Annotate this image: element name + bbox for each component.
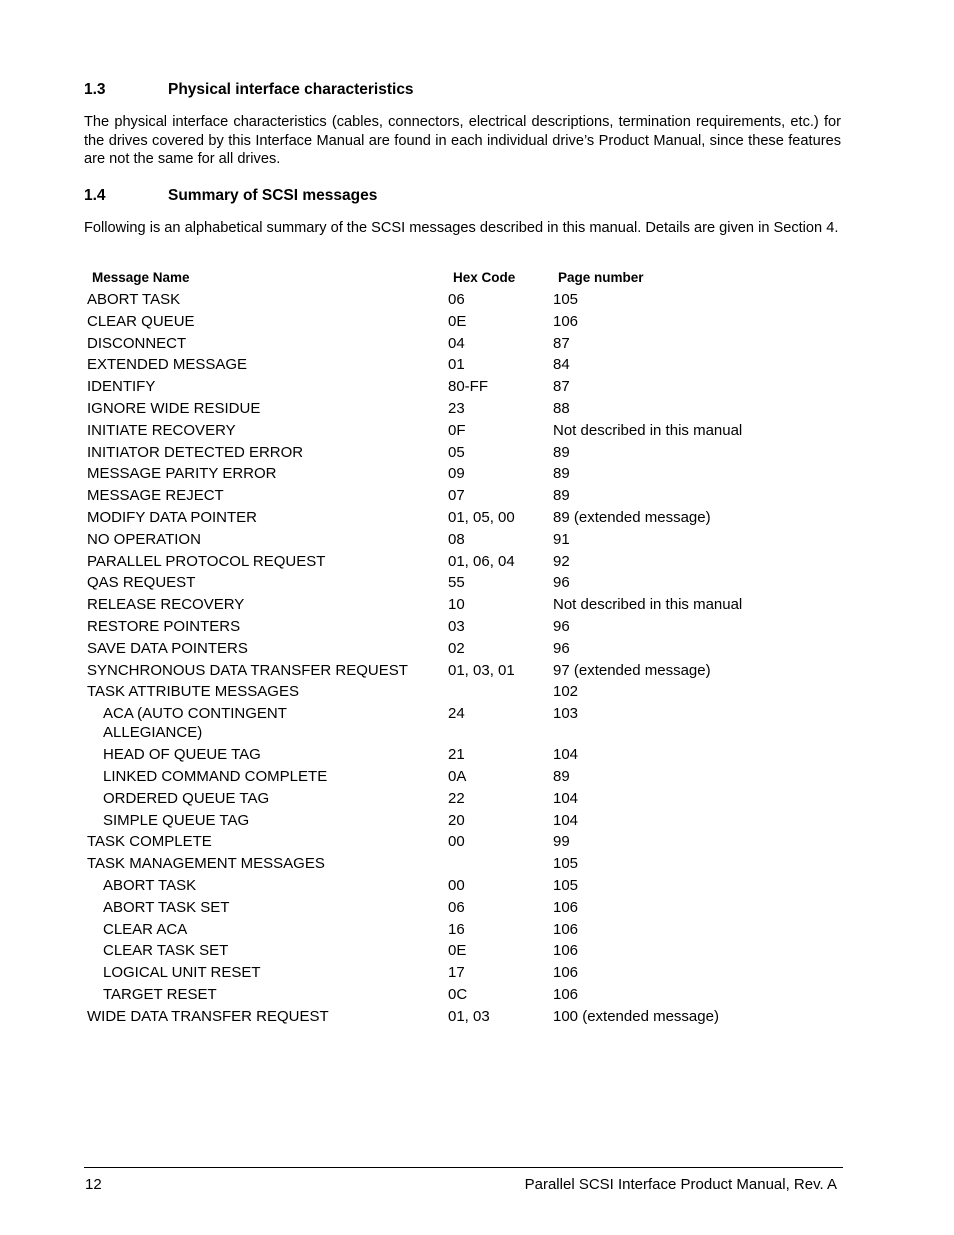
page-number-cell: 92 [553, 552, 570, 570]
page-number-cell: 89 [553, 487, 570, 505]
scsi-messages-table [87, 268, 847, 1029]
footer-divider [84, 1167, 843, 1168]
table-row [87, 745, 847, 767]
hex-code-cell: 22 [448, 789, 465, 807]
hex-code-cell: 05 [448, 443, 465, 461]
message-name-cell: CLEAR QUEUE [87, 312, 195, 330]
message-name-cell: TARGET RESET [103, 985, 217, 1003]
hex-code-cell: 01, 06, 04 [448, 552, 515, 570]
message-name-cell: PARALLEL PROTOCOL REQUEST [87, 552, 326, 570]
footer-page-number: 12 [85, 1176, 102, 1193]
message-name-cell: CLEAR TASK SET [103, 942, 229, 960]
table-row [87, 595, 847, 617]
hex-code-cell: 16 [448, 920, 465, 938]
table-row [87, 573, 847, 595]
message-name-cell: DISCONNECT [87, 334, 187, 352]
footer-document-title: Parallel SCSI Interface Product Manual, Rev. A [524, 1176, 837, 1193]
table-row [87, 704, 847, 745]
page-number-cell: 87 [553, 334, 570, 352]
message-name-cell: SIMPLE QUEUE TAG [103, 811, 250, 829]
hex-code-cell: 02 [448, 639, 465, 657]
message-name-cell: ABORT TASK [87, 291, 181, 308]
table-row [87, 963, 847, 985]
message-name-cell: MESSAGE REJECT [87, 487, 224, 505]
message-name-cell: MESSAGE PARITY ERROR [87, 465, 277, 483]
message-name-cell: TASK MANAGEMENT MESSAGES [87, 855, 325, 873]
page-number-cell: 103 [553, 705, 579, 723]
page-number-cell: 89 [553, 443, 570, 461]
hex-code-cell: 80-FF [448, 378, 489, 396]
hex-code-cell: 0F [448, 421, 466, 439]
message-name-cell: RELEASE RECOVERY [87, 596, 245, 614]
hex-code-cell: 23 [448, 399, 465, 417]
hex-code-cell: 06 [448, 898, 465, 916]
message-name-cell: CLEAR ACA [103, 920, 188, 938]
table-row [87, 334, 847, 356]
table-row [87, 355, 847, 377]
page-number-cell: Not described in this manual [553, 596, 743, 614]
table-row [87, 552, 847, 574]
page-number-cell: 106 [553, 964, 579, 982]
hex-code-cell: 20 [448, 811, 465, 829]
message-name-cell: ABORT TASK SET [103, 898, 230, 916]
message-name-cell: INITIATE RECOVERY [87, 421, 236, 439]
page-number-cell: 96 [553, 639, 570, 657]
page-number-cell: 106 [553, 985, 579, 1003]
hex-code-cell: 0C [448, 985, 468, 1003]
table-header-row [87, 268, 847, 290]
hex-code-cell: 04 [448, 334, 465, 352]
page-number-cell: 102 [553, 683, 579, 701]
page-number-cell: 84 [553, 356, 570, 374]
hex-code-cell: 07 [448, 487, 465, 505]
hex-code-cell: 01 [448, 356, 465, 374]
page-number-cell: Not described in this manual [553, 421, 743, 439]
page-number-cell: 97 (extended message) [553, 661, 711, 679]
hex-code-cell: 10 [448, 596, 465, 614]
table-row [87, 941, 847, 963]
page-number-cell: 105 [553, 876, 579, 894]
hex-code-cell: 01, 03, 01 [448, 661, 515, 679]
page-number-cell: 105 [553, 291, 579, 308]
hex-code-cell: 01, 03 [448, 1007, 490, 1025]
hex-code-cell: 0A [448, 767, 467, 785]
table-row [87, 399, 847, 421]
section-heading-1-4 [84, 186, 377, 205]
table-row [87, 832, 847, 854]
column-header-page-number: Page number [558, 270, 644, 285]
section-1-3-paragraph: The physical interface characteristics (cables, connectors, electrical descriptions, termination requirements, etc.) for the drives covered by this Interface Manual are found in each individual drive’s Product Manual, since these features are not the same for all drives. [84, 114, 841, 167]
page-number-cell: 87 [553, 378, 570, 396]
table-row [87, 876, 847, 898]
message-name-cell: HEAD OF QUEUE TAG [103, 746, 261, 764]
message-name-cell: NO OPERATION [87, 530, 201, 548]
message-name-cell: SAVE DATA POINTERS [87, 639, 248, 657]
message-name-cell: ABORT TASK [103, 876, 197, 894]
section-1-4-paragraph: Following is an alphabetical summary of the SCSI messages described in this manual. Details are given in Section 4. [84, 220, 839, 236]
page-number-cell: 106 [553, 312, 579, 330]
page-number-cell: 104 [553, 811, 579, 829]
hex-code-cell: 21 [448, 746, 465, 764]
section-number: 1.3 [84, 81, 106, 98]
table-row [87, 682, 847, 704]
message-name-cell: TASK COMPLETE [87, 833, 212, 851]
message-name-cell: TASK ATTRIBUTE MESSAGES [87, 683, 299, 701]
message-name-cell: LINKED COMMAND COMPLETE [103, 767, 328, 785]
table-row [87, 421, 847, 443]
hex-code-cell: 03 [448, 617, 465, 635]
hex-code-cell: 55 [448, 574, 465, 592]
table-row [87, 290, 847, 312]
hex-code-cell: 24 [448, 705, 465, 723]
hex-code-cell: 01, 05, 00 [448, 508, 515, 526]
page-number-cell: 104 [553, 746, 579, 764]
page-number-cell: 106 [553, 898, 579, 916]
table-row [87, 639, 847, 661]
page-number-cell: 91 [553, 530, 570, 548]
page-number-cell: 96 [553, 574, 570, 592]
message-name-cell: IGNORE WIDE RESIDUE [87, 399, 261, 417]
hex-code-cell: 00 [448, 833, 465, 851]
message-name-cell: ORDERED QUEUE TAG [103, 789, 270, 807]
page-number-cell: 89 [553, 465, 570, 483]
message-name-cell: EXTENDED MESSAGE [87, 356, 248, 374]
column-header-message-name: Message Name [92, 270, 190, 285]
hex-code-cell: 09 [448, 465, 465, 483]
page-number-cell: 89 (extended message) [553, 508, 711, 526]
page-number-cell: 99 [553, 833, 570, 851]
message-name-cell: IDENTIFY [87, 378, 156, 396]
message-name-cell: MODIFY DATA POINTER [87, 508, 258, 526]
message-name-cell: RESTORE POINTERS [87, 617, 241, 635]
page-number-cell: 104 [553, 789, 579, 807]
table-row [87, 443, 847, 465]
section-title: Summary of SCSI messages [168, 187, 378, 204]
hex-code-cell: 06 [448, 291, 465, 308]
table-row [87, 312, 847, 334]
page-number-cell: 106 [553, 942, 579, 960]
page-number-cell: 100 (extended message) [553, 1007, 719, 1025]
section-number: 1.4 [84, 187, 106, 204]
table-row [87, 898, 847, 920]
table-row [87, 767, 847, 789]
table-row [87, 789, 847, 811]
table-row [87, 811, 847, 833]
hex-code-cell: 0E [448, 312, 467, 330]
message-name-cell: WIDE DATA TRANSFER REQUEST [87, 1007, 329, 1025]
table-row [87, 377, 847, 399]
page-number-cell: 89 [553, 767, 570, 785]
table-row [87, 661, 847, 683]
page-number-cell: 88 [553, 399, 570, 417]
page-number-cell: 106 [553, 920, 579, 938]
hex-code-cell: 0E [448, 942, 467, 960]
table-row [87, 920, 847, 942]
table-row [87, 530, 847, 552]
message-name-cell: INITIATOR DETECTED ERROR [87, 443, 304, 461]
hex-code-cell: 17 [448, 964, 465, 982]
hex-code-cell: 08 [448, 530, 465, 548]
table-row [87, 486, 847, 508]
table-row [87, 508, 847, 530]
table-row [87, 1007, 847, 1029]
page-number-cell: 105 [553, 855, 579, 873]
section-heading-1-3 [84, 80, 414, 99]
message-name-cell: QAS REQUEST [87, 574, 196, 592]
message-name-cell: SYNCHRONOUS DATA TRANSFER REQUEST [87, 661, 408, 679]
message-name-cell: ACA (AUTO CONTINGENT ALLEGIANCE) [103, 705, 287, 741]
section-title: Physical interface characteristics [168, 81, 414, 98]
message-name-cell: LOGICAL UNIT RESET [103, 964, 261, 982]
table-row [87, 985, 847, 1007]
hex-code-cell: 00 [448, 876, 465, 894]
table-row [87, 617, 847, 639]
page-number-cell: 96 [553, 617, 570, 635]
table-row [87, 464, 847, 486]
table-row [87, 854, 847, 876]
column-header-hex-code: Hex Code [453, 270, 516, 285]
